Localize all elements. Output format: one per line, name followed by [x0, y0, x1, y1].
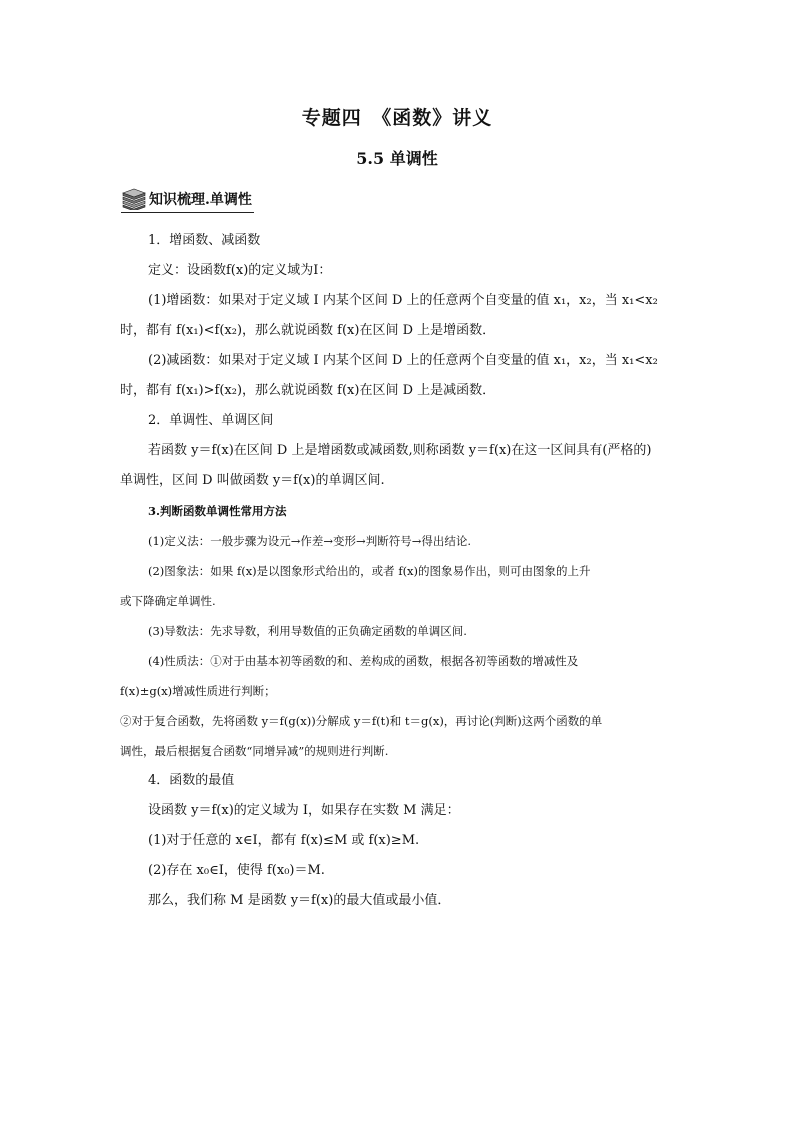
definition-intro: 定义：设函数f(x)的定义域为I： [148, 263, 332, 278]
extrema-conclusion: 那么，我们称 M 是函数 y＝f(x)的最大值或最小值． [148, 893, 451, 908]
method-property-line2: f(x)±g(x)增减性质进行判断； [120, 684, 276, 698]
heading-monotonic-interval: 2．单调性、单调区间 [148, 413, 274, 428]
section-heading [121, 186, 254, 213]
method-graph-line2: 或下降确定单调性. [120, 594, 216, 608]
method-definition: (1)定义法：一般步骤为设元→作差→变形→判断符号→得出结论. [148, 534, 471, 548]
decreasing-def-line2: 时，都有 f(x₁)>f(x₂)，那么就说函数 f(x)在区间 D 上是减函数． [120, 383, 496, 398]
decreasing-def-line1: (2)减函数：如果对于定义域 I 内某个区间 D 上的任意两个自变量的值 x₁，x₂，当 x₁<x₂ [148, 353, 658, 368]
extrema-condition2: (2)存在 x₀∈I，使得 f(x₀)＝M. [148, 863, 325, 878]
page-subtitle: 5.5 单调性 [356, 149, 438, 168]
method-derivative: (3)导数法：先求导数，利用导数值的正负确定函数的单调区间. [148, 624, 467, 638]
increasing-def-line2: 时，都有 f(x₁)<f(x₂)，那么就说函数 f(x)在区间 D 上是增函数． [120, 323, 496, 338]
document-body [120, 226, 674, 916]
increasing-def-line1: (1)增函数：如果对于定义域 I 内某个区间 D 上的任意两个自变量的值 x₁，x₂，当 x₁<x₂ [148, 293, 658, 308]
method-property-line1: (4)性质法：①对于由基本初等函数的和、差构成的函数，根据各初等函数的增减性及 [148, 654, 579, 668]
heading-methods: 3.判断函数单调性常用方法 [148, 504, 287, 518]
monotonic-def-line2: 单调性，区间 D 叫做函数 y＝f(x)的单调区间. [120, 473, 385, 488]
heading-increasing-decreasing: 1．增函数、减函数 [148, 233, 261, 248]
method-property-line4: 调性，最后根据复合函数“同增异减”的规则进行判断. [120, 744, 389, 758]
monotonic-def-line1: 若函数 y＝f(x)在区间 D 上是增函数或减函数,则称函数 y＝f(x)在这一区间具有(严格的) [148, 443, 652, 458]
heading-extrema: 4．函数的最值 [148, 773, 235, 788]
books-icon [121, 188, 147, 210]
page-title: 专题四 《函数》讲义 [301, 107, 493, 129]
section-label: 知识梳理.单调性 [149, 192, 252, 208]
method-property-line3: ②对于复合函数，先将函数 y＝f(g(x))分解成 y＝f(t)和 t＝g(x)，再讨论(判断)这两个函数的单 [120, 714, 603, 728]
extrema-condition1: (1)对于任意的 x∈I，都有 f(x)≤M 或 f(x)≥M. [148, 833, 420, 848]
extrema-intro: 设函数 y＝f(x)的定义域为 I，如果存在实数 M 满足： [148, 803, 460, 818]
method-graph-line1: (2)图象法：如果 f(x)是以图象形式给出的，或者 f(x)的图象易作出，则可由图象的上升 [148, 564, 591, 578]
